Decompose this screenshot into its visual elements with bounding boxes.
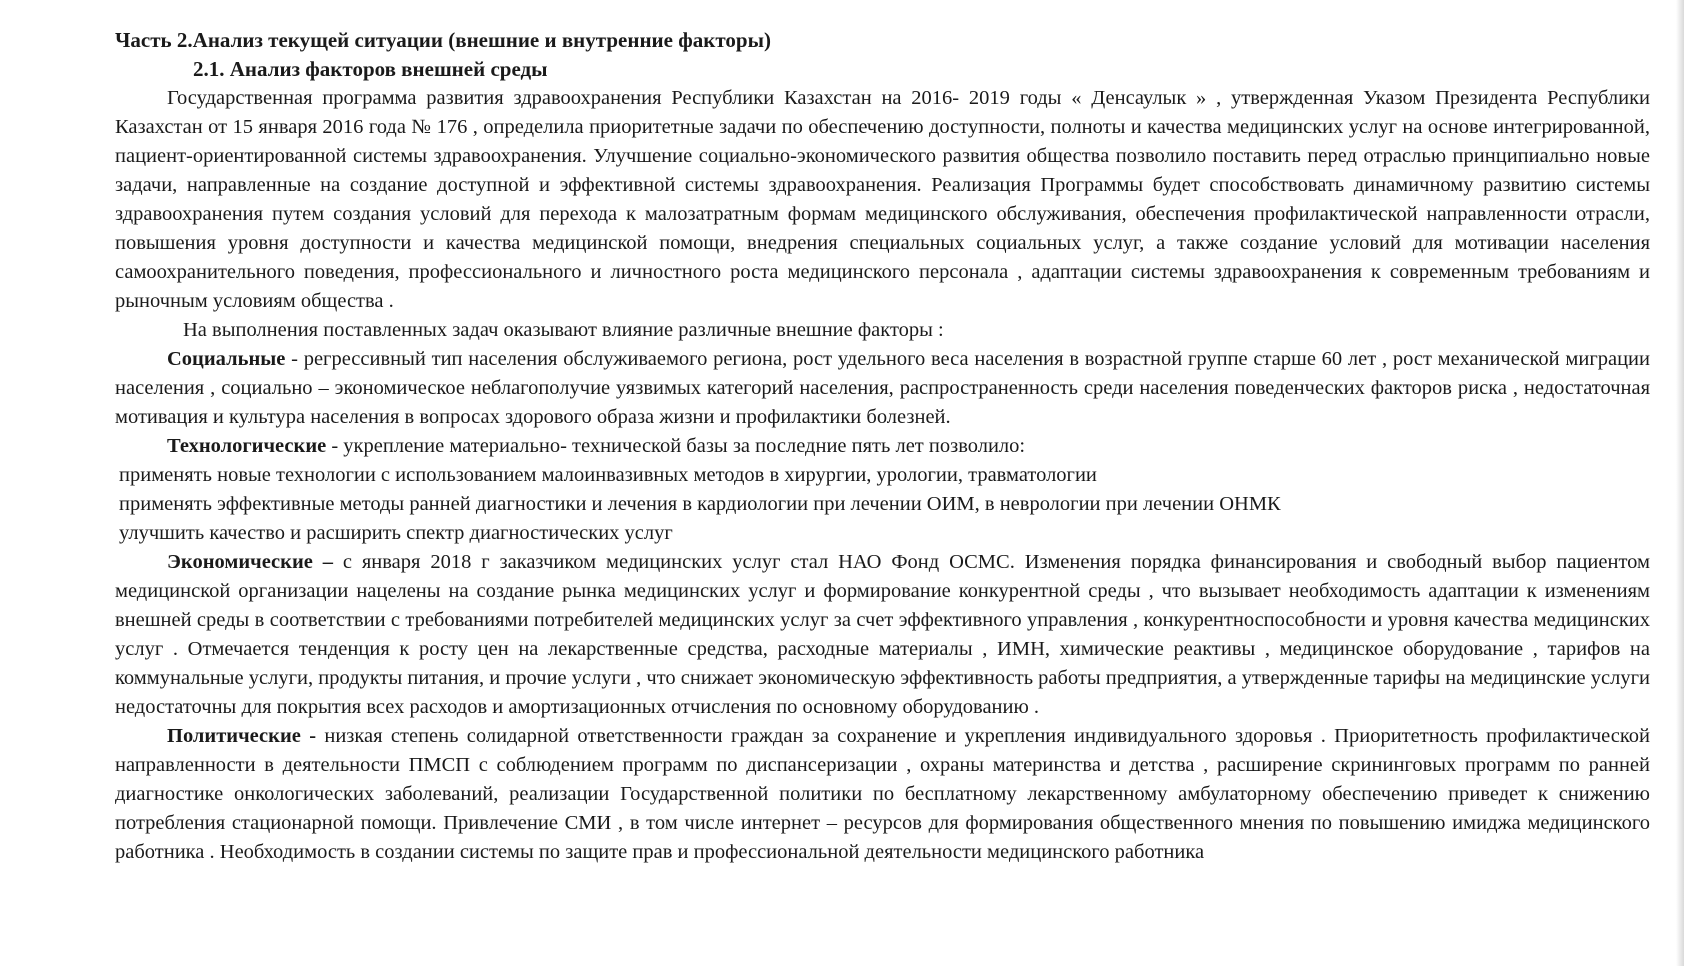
political-factors-label: Политические - xyxy=(167,725,317,747)
section-title: 2.1. Анализ факторов внешней среды xyxy=(193,57,548,81)
technological-item-3: улучшить качество и расширить спектр диагностических услуг xyxy=(119,522,673,544)
social-factors-paragraph xyxy=(115,345,1650,432)
document-body xyxy=(115,26,1650,867)
scan-edge-shadow xyxy=(1676,0,1684,966)
economic-factors-text: с января 2018 г заказчиком медицинских услуг стал НАО Фонд ОСМС. Изменения порядка финансирования и свободный выбор пациентом медицинской организации нацелены на создание рынка медицинских услуг и формирование конкурентной среды , что вызывает необходимость адаптации к изменениям внешней среды в соответствии с требованиями потребителей медицинских услуг за счет эффективного управления , конкурентноспособности и уровня качества медицинских услуг . Отмечается тенденция к росту цен на лекарственные средства, расходные материалы , ИМН, химические реактивы , медицинское оборудование , тарифов на коммунальные услуги, продукты питания, и прочие услуги , что снижает экономическую эффективность работы предприятия, а утвержденные тарифы на медицинские услуги недостаточны для покрытия всех расходов и амортизационных отчисления по основному оборудованию . xyxy=(115,551,1650,718)
social-factors-text: - регрессивный тип населения обслуживаемого региона, рост удельного веса населения в возрастной группе старше 60 лет , рост механической миграции населения , социально – экономическое неблагополучие уязвимых категорий населения, распространенность среди населения поведенческих факторов риска , недостаточная мотивация и культура населения в вопросах здорового образа жизни и профилактики болезней. xyxy=(115,348,1650,428)
technological-factors-label: Технологические xyxy=(167,435,327,457)
part-title: Часть 2.Анализ текущей ситуации (внешние и внутренние факторы) xyxy=(115,28,771,52)
technological-factors-text: - укрепление материально- технической базы за последние пять лет позволило: xyxy=(326,435,1026,457)
technological-item-2: применять эффективные методы ранней диагностики и лечения в кардиологии при лечении ОИМ, в неврологии при лечении ОНМК xyxy=(119,493,1281,515)
factors-intro: На выполнения поставленных задач оказывают влияние различные внешние факторы : xyxy=(183,319,944,341)
intro-paragraph: Государственная программа развития здравоохранения Республики Казахстан на 2016- 2019 годы « Денсаулык » , утвержденная Указом Президента Республики Казахстан от 15 января 2016 года № 176 , определила приоритетные задачи по обеспечению доступности, полноты и качества медицинских услуг на основе интегрированной, пациент-ориентированной системы здравоохранения. Улучшение социально-экономического развития общества позволило поставить перед отраслью принципиально новые задачи, направленные на создание доступной и эффективной системы здравоохранения. Реализация Программы будет способствовать динамичному развитию системы здравоохранения путем создания условий для перехода к малозатратным формам медицинского обслуживания, обеспечения профилактической направленности отрасли, повышения уровня доступности и качества медицинской помощи, внедрения специальных социальных услуг, а также создание условий для мотивации населения самоохранительного поведения, профессионального и личностного роста медицинского персонала , адаптации системы здравоохранения к современным требованиям и рыночным условиям общества . xyxy=(115,87,1650,312)
political-factors-paragraph xyxy=(115,722,1650,867)
economic-factors-paragraph xyxy=(115,548,1650,722)
economic-factors-label: Экономические – xyxy=(167,551,333,573)
technological-item-1: применять новые технологии с использованием малоинвазивных методов в хирургии, урологии, травматологии xyxy=(119,464,1097,486)
social-factors-label: Социальные xyxy=(167,348,286,370)
technological-factors-paragraph xyxy=(115,432,1650,461)
political-factors-text: низкая степень солидарной ответственности граждан за сохранение и укрепления индивидуального здоровья . Приоритетность профилактической направленности в деятельности ПМСП с соблюдением программ по диспансеризации , охраны материнства и детства , расширение скрининговых программ по ранней диагностике онкологических заболеваний, реализации Государственной политики по бесплатному лекарственному амбулаторному обеспечению приведет к снижению потребления стационарной помощи. Привлечение СМИ , в том числе интернет – ресурсов для формирования общественного мнения по повышению имиджа медицинского работника . Необходимость в создании системы по защите прав и профессиональной деятельности медицинского работника xyxy=(115,725,1650,863)
